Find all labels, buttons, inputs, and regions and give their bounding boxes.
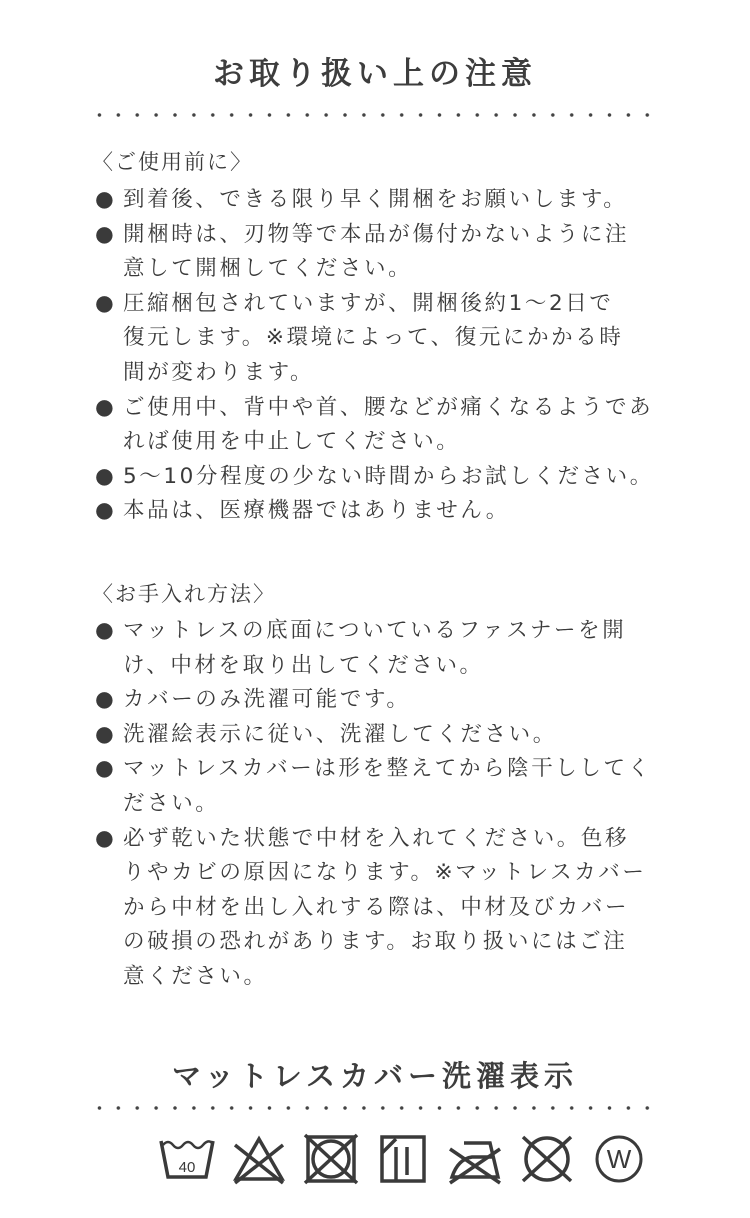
wash-temp-label: 40 (178, 1159, 196, 1176)
bullet: ● (95, 687, 117, 713)
bullet: ● (95, 463, 117, 489)
bullet: ● (95, 618, 117, 643)
dotted-divider (90, 1105, 650, 1111)
bullet: ● (95, 825, 117, 851)
item-text: マットレスカバーは形を整えてから陰干ししてく ださい。 (123, 756, 652, 816)
wash-40-icon (158, 1133, 216, 1185)
list-item (95, 218, 665, 287)
wet-clean-label: W (606, 1144, 632, 1174)
list-item (95, 718, 665, 753)
item-text: 必ず乾いた状態で中材を入れてください。色移 りやカビの原因になります。※マットレスカバー から中材を出し入れする際は、中材及びカバー の破損の恐れがあります。お取り扱いにはご注 意ください。 (123, 825, 647, 989)
list-item (95, 460, 665, 495)
item-text: 本品は、医療機器ではありません。 (123, 498, 510, 524)
list-item (95, 752, 665, 821)
no-dry-clean-icon (518, 1133, 576, 1185)
item-text: 到着後、できる限り早く開梱をお願いします。 (123, 187, 628, 212)
list-item (95, 287, 665, 391)
dotted-divider (90, 112, 650, 118)
no-tumble-dry-icon (302, 1133, 360, 1185)
bullet: ● (95, 721, 117, 747)
list-item (95, 683, 665, 718)
maintenance-heading: 〈お手入れ方法〉 (92, 582, 276, 606)
bullet: ● (95, 221, 117, 247)
item-text: ご使用中、背中や首、腰などが痛くなるようであ れば使用を中止してください。 (123, 394, 654, 455)
item-text: マットレスの底面についているファスナーを開 け、中材を取り出してください。 (123, 618, 627, 678)
before-use-heading: 〈ご使用前に〉 (92, 150, 253, 174)
bullet: ● (95, 498, 117, 524)
list-item (95, 183, 665, 218)
bullet: ● (95, 187, 117, 212)
line-dry-shade-icon (374, 1133, 432, 1185)
item-text: 圧縮梱包されていますが、開梱後約1～2日で 復元します。※環境によって、復元にかかる時 間が変わります。 (123, 290, 624, 385)
list-item (95, 822, 665, 995)
bullet: ● (95, 756, 117, 782)
wet-clean-icon (590, 1133, 648, 1185)
list-item (95, 614, 665, 683)
laundry-symbols (158, 1133, 648, 1185)
item-text: カバーのみ洗濯可能です。 (123, 687, 411, 713)
list-item (95, 391, 665, 460)
before-use-list (95, 183, 665, 529)
maintenance-list (95, 614, 665, 995)
bullet: ● (95, 394, 117, 420)
care-title: お取り扱い上の注意 (213, 56, 537, 92)
bullet: ● (95, 290, 117, 316)
item-text: 開梱時は、刃物等で本品が傷付かないように注 意して開梱してください。 (123, 221, 630, 282)
no-bleach-icon (230, 1133, 288, 1185)
item-text: 5～10分程度の少ない時間からお試しください。 (123, 463, 654, 489)
list-item (95, 494, 665, 529)
item-text: 洗濯絵表示に従い、洗濯してください。 (123, 721, 557, 747)
no-iron-icon (446, 1133, 504, 1185)
laundry-title: マットレスカバー洗濯表示 (172, 1059, 578, 1093)
